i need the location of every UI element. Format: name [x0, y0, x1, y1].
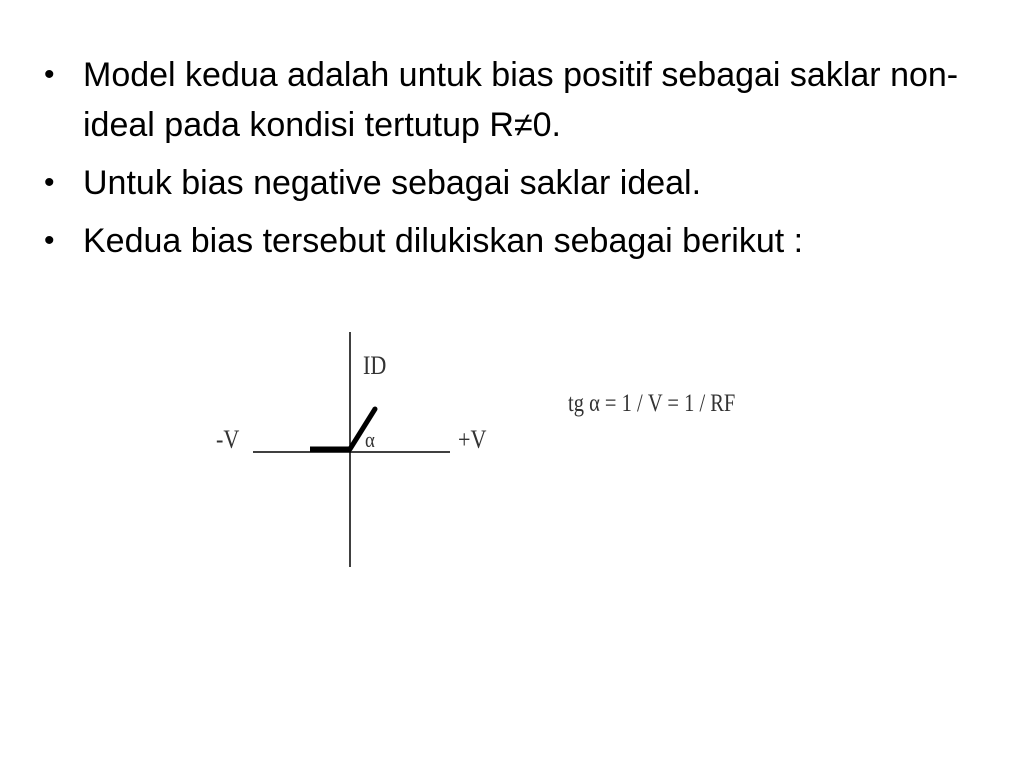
slope-formula: tg α = 1 / V = 1 / RF	[568, 390, 736, 417]
bullet-text-2: Untuk bias negative sebagai saklar ideal.	[83, 164, 702, 202]
bullet-list	[40, 50, 980, 274]
bullet-text-1: Model kedua adalah untuk bias positif sebagai saklar non-ideal pada kondisi tertutup R≠0.	[83, 56, 959, 144]
bullet-item-1	[40, 50, 980, 150]
bullet-dot-icon: •	[44, 58, 55, 91]
diode-characteristic-diagram	[200, 325, 520, 575]
bullet-dot-icon: •	[44, 224, 55, 257]
angle-alpha-label: α	[365, 427, 375, 452]
negative-x-label: -V	[216, 425, 240, 454]
y-axis-label: ID	[363, 351, 387, 380]
bullet-item-3	[40, 216, 980, 266]
positive-x-label: +V	[458, 425, 487, 454]
bullet-dot-icon: •	[44, 166, 55, 199]
bullet-text-3: Kedua bias tersebut dilukiskan sebagai berikut :	[83, 222, 804, 260]
bullet-item-2	[40, 158, 980, 208]
